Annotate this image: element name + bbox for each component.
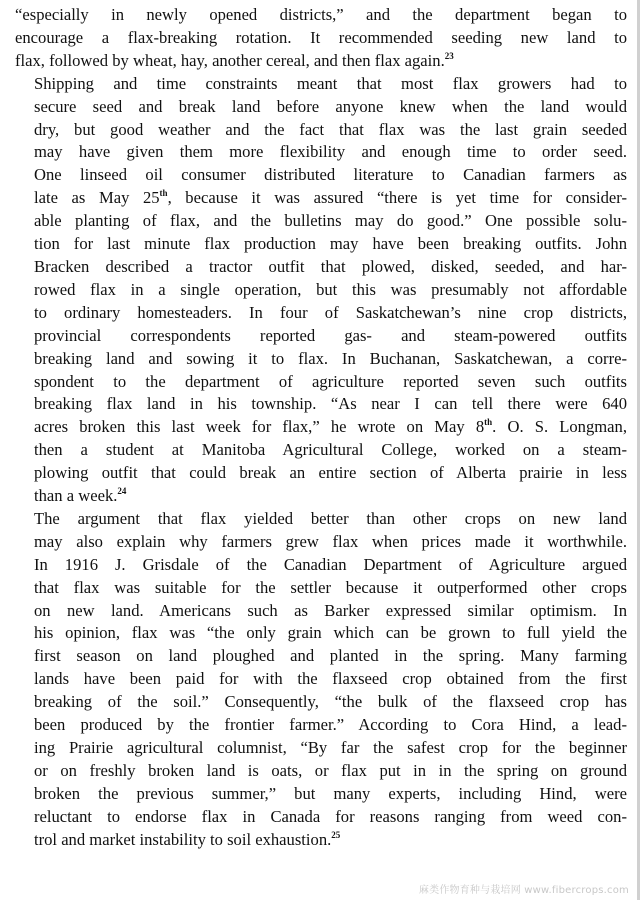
text-line: One linseed oil consumer distributed literature to Canadian farmers as (34, 165, 627, 185)
text-line: dry, but good weather and the fact that flax was the last grain seeded (34, 119, 627, 139)
text-line: secure seed and break land before anyone knew when the land would (34, 96, 627, 116)
footnote-marker: 25 (331, 829, 341, 840)
text-line: tion for last minute flax production may have been breaking outfits. John (34, 234, 627, 254)
text-line: broken the previous summer,” but many experts, including Hind, were (34, 783, 627, 803)
text-line: ing Prairie agricultural columnist, “By far the safest crop for the beginner (34, 738, 627, 757)
text-line: late as May 25th, because it was assured “there is yet time for consider- (34, 188, 627, 208)
text-line: on new land. Americans such as Barker expressed similar optimism. In (34, 600, 627, 620)
text-line: spondent to the department of agriculture reported seven such outfits (34, 371, 627, 391)
text-line: may also explain why farmers grew flax when prices made it worthwhile. (34, 531, 627, 551)
paragraph (15, 73, 627, 508)
text-line: may have given them more flexibility and enough time to order seed. (34, 142, 627, 162)
text-line: provincial correspondents reported gas- and steam-powered outfits (34, 325, 627, 345)
text-line: “especially in newly opened districts,” and the department began to (15, 5, 627, 24)
paragraph (15, 4, 627, 73)
footnote-marker: 23 (444, 50, 454, 61)
text-line: rowed flax in a single operation, but this was presumably not affordable (34, 279, 627, 299)
text-line: or on freshly broken land is oats, or flax put in in the spring on ground (34, 760, 627, 780)
text-line: flax, followed by wheat, hay, another cereal, and then flax again.$^{23}$ (15, 50, 454, 70)
text-line: reluctant to endorse flax in Canada for reasons ranging from weed con- (34, 806, 627, 826)
body-text (15, 4, 627, 852)
text-line: than a week.$^{24}$ (34, 486, 127, 506)
text-line: his opinion, flax was “the only grain which can be grown to full yield the (34, 623, 627, 643)
text-line: encourage a flax-breaking rotation. It recommended seeding new land to (15, 27, 627, 47)
text-line: plowing outfit that could break an entire section of Alberta prairie in less (34, 463, 627, 483)
text-line: then a student at Manitoba Agricultural College, worked on a steam- (34, 440, 627, 460)
text-line: that flax was suitable for the settler because it outperformed other crops (34, 577, 627, 597)
text-line: breaking of the soil.” Consequently, “the bulk of the flaxseed crop has (34, 692, 627, 712)
text-line: breaking land and sowing it to flax. In Buchanan, Saskatchewan, a corre- (34, 348, 627, 368)
paragraph (15, 508, 627, 852)
ordinal-suffix: th (484, 417, 493, 428)
text-line: acres broken this last week for flax,” he wrote on May 8th. O. S. Longman, (34, 417, 627, 437)
text-line: to ordinary homesteaders. In four of Saskatchewan’s nine crop districts, (34, 302, 627, 322)
text-line: been produced by the frontier farmer.” According to Cora Hind, a lead- (34, 715, 627, 735)
text-line: first season on land ploughed and planted in the spring. Many farming (34, 646, 627, 666)
text-line: Shipping and time constraints meant that most flax growers had to (34, 73, 627, 93)
text-line: able planting of flax, and the bulletins may do good.” One possible solu- (34, 211, 627, 231)
footnote-marker: 24 (117, 486, 127, 497)
text-line: In 1916 J. Grisdale of the Canadian Department of Agriculture argued (34, 554, 627, 574)
watermark: 麻类作物育种与栽培网 www.fibercrops.com (418, 885, 629, 896)
text-line: trol and market instability to soil exhaustion.$^{25}$ (34, 829, 341, 849)
text-line: The argument that flax yielded better than other crops on new land (34, 508, 627, 528)
text-line: breaking flax land in his township. “As near I can tell there were 640 (34, 394, 627, 414)
text-line: lands have been paid for with the flaxseed crop obtained from the first (34, 669, 627, 689)
ordinal-suffix: th (159, 188, 168, 199)
text-line: Bracken described a tractor outfit that plowed, disked, seeded, and har- (34, 256, 627, 276)
